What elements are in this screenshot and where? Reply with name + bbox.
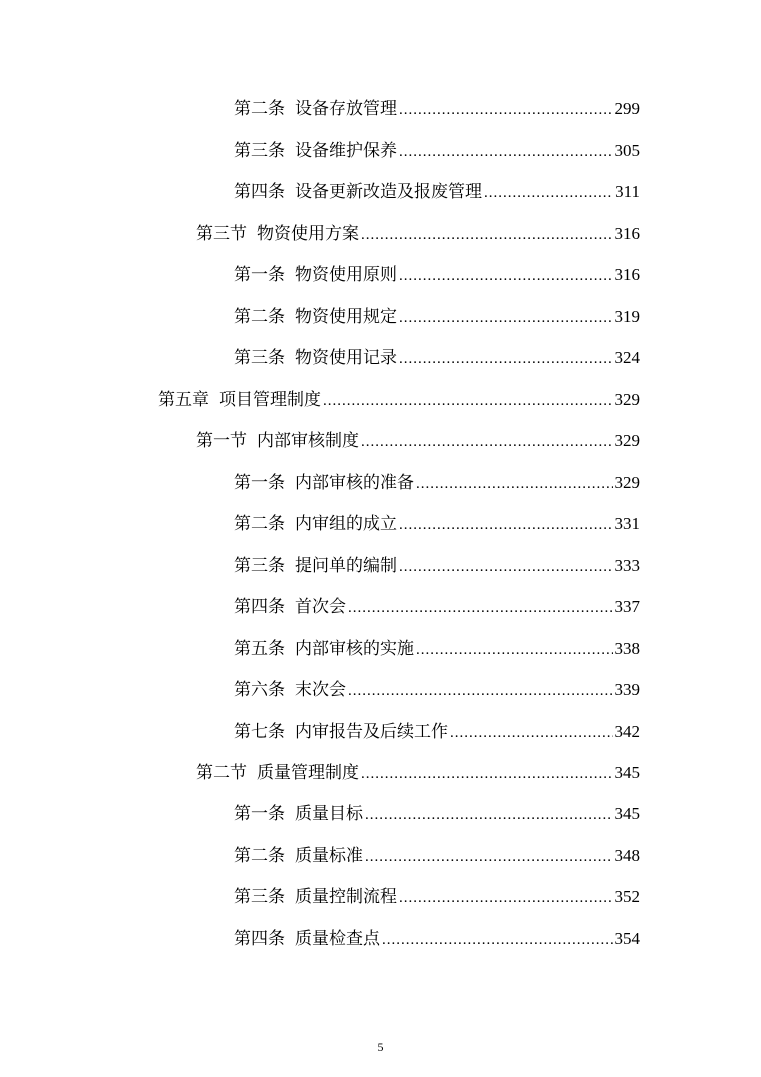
toc-entry-title: 设备存放管理	[295, 99, 397, 119]
toc-entry-label: 第一条	[234, 804, 285, 824]
toc-dot-leader	[399, 304, 613, 332]
toc-entry[interactable]	[234, 883, 640, 911]
toc-entry-page: 324	[614, 348, 640, 367]
toc-dot-leader	[450, 719, 613, 747]
toc-entry-label: 第三条	[234, 887, 285, 907]
toc-dot-leader	[361, 760, 613, 788]
toc-entry-label: 第五条	[234, 639, 285, 659]
toc-entry-label: 第一节	[196, 431, 247, 451]
toc-entry-page: 352	[614, 887, 640, 906]
toc-entry-label: 第三条	[234, 556, 285, 576]
toc-entry-page: 299	[614, 99, 640, 118]
toc-entry-page: 329	[614, 390, 640, 409]
toc-entry-title: 内部审核的准备	[295, 473, 414, 493]
toc-entry-label: 第二节	[196, 763, 247, 783]
toc-entry[interactable]	[234, 469, 640, 497]
toc-entry-title: 质量检查点	[295, 929, 380, 949]
toc-entry-title: 末次会	[295, 680, 346, 700]
toc-entry-page: 311	[615, 182, 640, 201]
toc-entry-page: 337	[614, 597, 640, 616]
toc-entry-label: 第三节	[196, 224, 247, 244]
toc-dot-leader	[348, 594, 613, 622]
toc-entry-title: 首次会	[295, 597, 346, 617]
page-number: 5	[377, 1040, 384, 1054]
toc-entry-title: 物资使用记录	[295, 348, 397, 368]
toc-entry-page: 345	[614, 763, 640, 782]
toc-dot-leader	[323, 387, 613, 415]
toc-entry-label: 第二条	[234, 307, 285, 327]
toc-entry-title: 提问单的编制	[295, 556, 397, 576]
toc-entry[interactable]	[196, 427, 640, 455]
toc-entry-title: 质量控制流程	[295, 887, 397, 907]
toc-dot-leader	[399, 138, 613, 166]
toc-entry-page: 333	[614, 556, 640, 575]
toc-entry-title: 质量标准	[295, 846, 363, 866]
toc-entry-label: 第七条	[234, 722, 285, 742]
toc-dot-leader	[399, 262, 613, 290]
toc-dot-leader	[416, 470, 613, 498]
toc-dot-leader	[399, 345, 613, 373]
toc-entry[interactable]	[158, 386, 640, 414]
toc-entry-label: 第二条	[234, 99, 285, 119]
toc-entry-label: 第四条	[234, 929, 285, 949]
toc-dot-leader	[399, 96, 613, 124]
toc-dot-leader	[484, 179, 613, 207]
toc-entry-page: 316	[614, 265, 640, 284]
toc-entry[interactable]	[234, 95, 640, 123]
toc-dot-leader	[382, 926, 613, 954]
toc-entry-title: 内审报告及后续工作	[295, 722, 448, 742]
toc-entry-label: 第二条	[234, 514, 285, 534]
toc-entry-page: 342	[614, 722, 640, 741]
toc-entry-title: 设备维护保养	[295, 141, 397, 161]
toc-entry[interactable]	[234, 303, 640, 331]
toc-entry[interactable]	[234, 676, 640, 704]
toc-entry-page: 338	[614, 639, 640, 658]
toc-entry-page: 329	[614, 473, 640, 492]
toc-entry-label: 第三条	[234, 348, 285, 368]
toc-entry[interactable]	[196, 759, 640, 787]
toc-dot-leader	[361, 428, 613, 456]
toc-entry-page: 305	[614, 141, 640, 160]
toc-entry-page: 319	[614, 307, 640, 326]
toc-entry-title: 内部审核制度	[257, 431, 359, 451]
toc-entry[interactable]	[234, 925, 640, 953]
toc-entry-title: 物资使用规定	[295, 307, 397, 327]
toc-entry[interactable]	[234, 178, 640, 206]
toc-entry[interactable]	[234, 718, 640, 746]
toc-dot-leader	[399, 511, 613, 539]
toc-dot-leader	[365, 843, 613, 871]
toc-entry[interactable]	[234, 635, 640, 663]
toc-entry-label: 第四条	[234, 597, 285, 617]
toc-entry-title: 质量管理制度	[257, 763, 359, 783]
toc-entry-title: 质量目标	[295, 804, 363, 824]
toc-entry[interactable]	[234, 552, 640, 580]
toc-entry-title: 物资使用方案	[257, 224, 359, 244]
toc-entry-label: 第一条	[234, 265, 285, 285]
toc-entry[interactable]	[234, 800, 640, 828]
toc-entry[interactable]	[234, 261, 640, 289]
toc-dot-leader	[399, 884, 613, 912]
toc-entry[interactable]	[234, 593, 640, 621]
toc-dot-leader	[399, 553, 613, 581]
toc-dot-leader	[348, 677, 613, 705]
toc-entry[interactable]	[234, 137, 640, 165]
toc-entry-page: 329	[614, 431, 640, 450]
toc-entry-page: 331	[614, 514, 640, 533]
toc-entry[interactable]	[234, 510, 640, 538]
toc-entry[interactable]	[234, 344, 640, 372]
toc-entry-label: 第一条	[234, 473, 285, 493]
toc-dot-leader	[416, 636, 613, 664]
toc-dot-leader	[361, 221, 613, 249]
toc-entry-page: 354	[614, 929, 640, 948]
toc-entry-title: 设备更新改造及报废管理	[295, 182, 482, 202]
toc-entry-page: 348	[614, 846, 640, 865]
toc-entry-page: 345	[614, 804, 640, 823]
toc-entry-label: 第三条	[234, 141, 285, 161]
toc-entry[interactable]	[196, 220, 640, 248]
toc-entry-title: 内审组的成立	[295, 514, 397, 534]
toc-entry-title: 项目管理制度	[219, 390, 321, 410]
toc-entry-title: 物资使用原则	[295, 265, 397, 285]
toc-entry-label: 第四条	[234, 182, 285, 202]
toc-entry-title: 内部审核的实施	[295, 639, 414, 659]
toc-entry[interactable]	[234, 842, 640, 870]
toc-entry-label: 第二条	[234, 846, 285, 866]
toc-dot-leader	[365, 801, 613, 829]
toc-entry-page: 339	[614, 680, 640, 699]
toc-entry-label: 第六条	[234, 680, 285, 700]
toc-entry-label: 第五章	[158, 390, 209, 410]
toc-entry-page: 316	[614, 224, 640, 243]
